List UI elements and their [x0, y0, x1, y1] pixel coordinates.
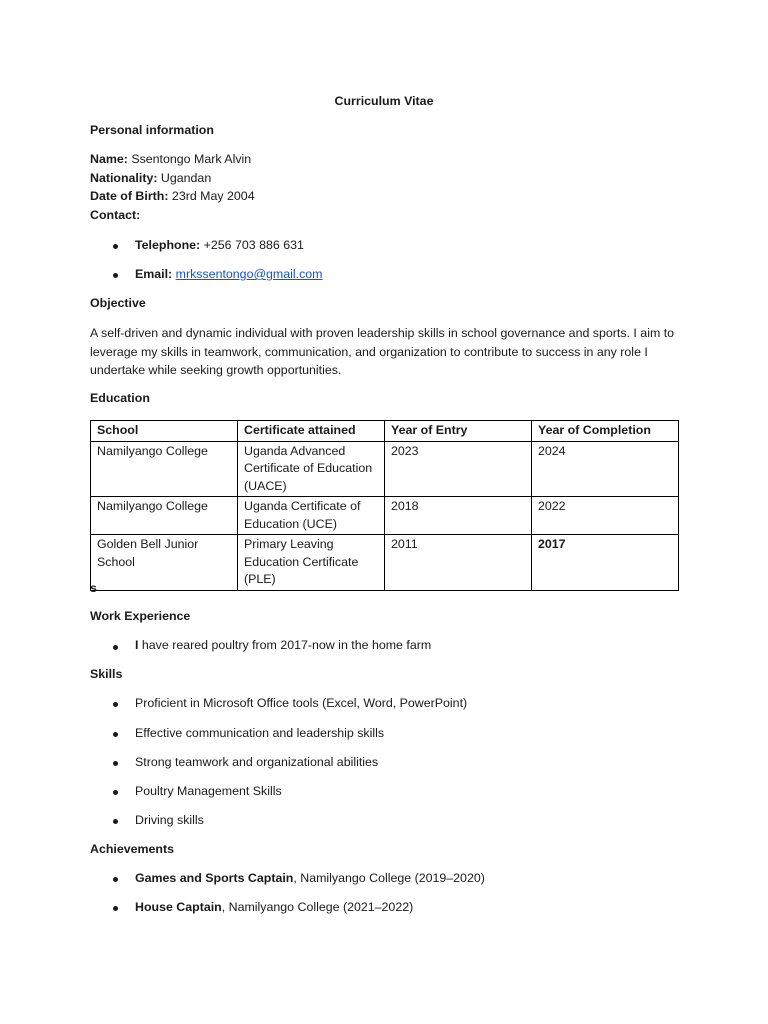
table-row: [91, 535, 679, 591]
bullet-icon: [113, 732, 118, 737]
bullet-icon: [113, 761, 118, 766]
achievement-title: Games and Sports Captain: [135, 871, 294, 885]
table-cell: Uganda Advanced Certificate of Education (UACE): [238, 441, 385, 497]
table-cell: Uganda Certificate of Education (UCE): [238, 497, 385, 535]
achievements-heading: Achievements: [90, 842, 175, 856]
bullet-icon: [113, 819, 118, 824]
contact-label: Contact:: [90, 208, 141, 222]
skill-item: Effective communication and leadership skills: [135, 726, 385, 740]
table-cell: Namilyango College: [91, 497, 238, 535]
column-header-entry: Year of Entry: [385, 421, 532, 442]
work-item: [135, 638, 431, 652]
table-cell: Namilyango College: [91, 441, 238, 497]
name-value: Ssentongo Mark Alvin: [127, 152, 252, 166]
bullet-icon: [113, 702, 118, 707]
skill-item: Strong teamwork and organizational abilities: [135, 755, 379, 769]
table-cell: 2024: [532, 441, 679, 497]
table-cell: Primary Leaving Education Certificate (PLE): [238, 535, 385, 591]
personal-info-heading: Personal information: [90, 123, 214, 137]
table-cell: 2023: [385, 441, 532, 497]
nationality-label: Nationality:: [90, 171, 158, 185]
achievement-detail: , Namilyango College (2019–2020): [293, 871, 485, 885]
table-row: [91, 497, 679, 535]
dob-label: Date of Birth:: [90, 189, 169, 203]
skill-item: Proficient in Microsoft Office tools (Excel, Word, PowerPoint): [135, 696, 468, 710]
achievement-item: [135, 871, 485, 885]
education-table: [90, 420, 679, 591]
objective-heading: Objective: [90, 296, 146, 310]
bullet-icon: [113, 877, 118, 882]
column-header-school: School: [91, 421, 238, 442]
skill-item: Poultry Management Skills: [135, 784, 282, 798]
bullet-icon: [113, 645, 118, 650]
column-header-completion: Year of Completion: [532, 421, 679, 442]
table-header-row: [91, 421, 679, 442]
telephone-line: [135, 238, 304, 252]
achievement-item: [135, 900, 413, 914]
bullet-icon: [113, 244, 118, 249]
table-cell: 2022: [532, 497, 679, 535]
dob-value: 23rd May 2004: [168, 189, 255, 203]
achievement-detail: , Namilyango College (2021–2022): [221, 900, 414, 914]
bullet-icon: [113, 906, 118, 911]
dob-line: [90, 189, 255, 203]
table-cell: 2011: [385, 535, 532, 591]
table-cell: 2017: [532, 535, 679, 591]
name-label: Name:: [90, 152, 128, 166]
work-item-bold: I: [135, 638, 139, 652]
objective-text: A self-driven and dynamic individual with proven leadership skills in school governance and sports. I aim to leverage my skills in teamwork, communication, and organization to contribute to success in any role I undertake while seeking growth opportunities.: [90, 326, 675, 377]
table-cell: 2018: [385, 497, 532, 535]
bullet-icon: [113, 273, 118, 278]
work-heading: Work Experience: [90, 609, 191, 623]
table-row: [91, 441, 679, 497]
nationality-value: Ugandan: [157, 171, 212, 185]
skills-heading: Skills: [90, 667, 123, 681]
work-item-text: have reared poultry from 2017-now in the home farm: [138, 638, 432, 652]
nationality-line: [90, 171, 211, 185]
email-link[interactable]: mrkssentongo@gmail.com: [175, 267, 323, 281]
column-header-certificate: Certificate attained: [238, 421, 385, 442]
education-heading: Education: [90, 391, 150, 405]
name-line: [90, 152, 251, 166]
telephone-value: +256 703 886 631: [200, 238, 304, 252]
document-title: Curriculum Vitae: [334, 94, 434, 108]
email-line: [135, 267, 323, 281]
stray-text: s: [90, 581, 97, 595]
telephone-label: Telephone:: [135, 238, 201, 252]
achievement-title: House Captain: [135, 900, 222, 914]
skill-item: Driving skills: [135, 813, 204, 827]
email-label: Email:: [135, 267, 173, 281]
table-cell: Golden Bell Junior School: [91, 535, 238, 591]
bullet-icon: [113, 790, 118, 795]
